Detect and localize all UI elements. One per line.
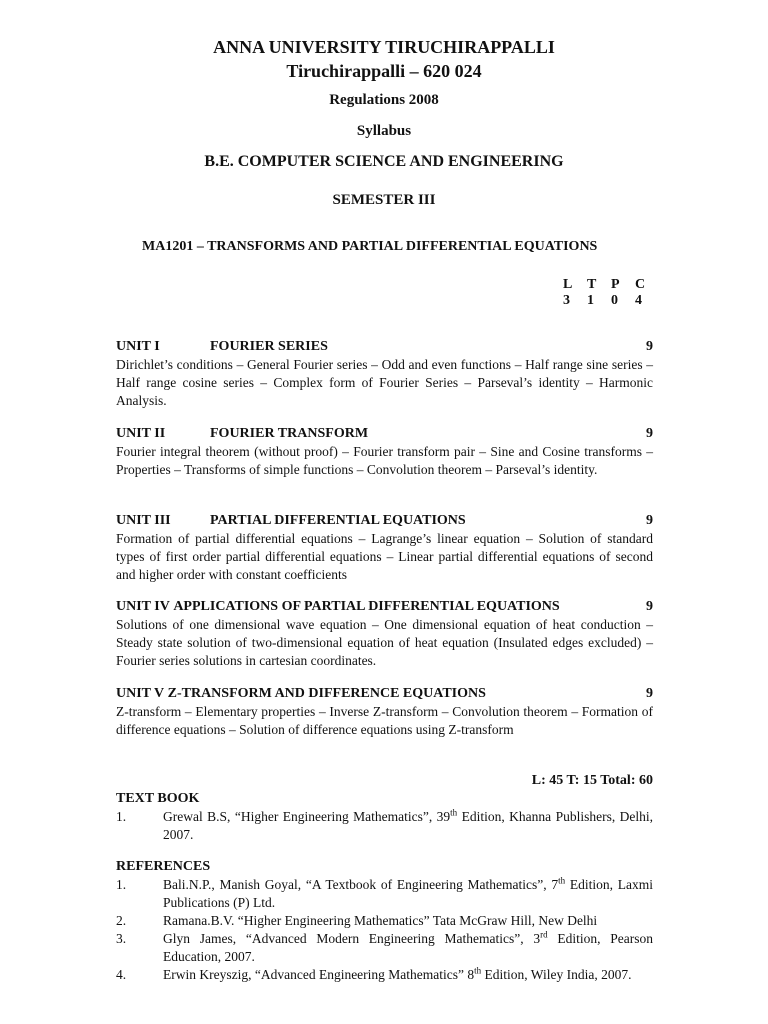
ltpc-label: L bbox=[563, 277, 573, 292]
unit-number: UNIT II bbox=[116, 426, 166, 441]
item-text: Edition, Laxmi Publications (P) Ltd. bbox=[163, 877, 653, 910]
total-hours: L: 45 T: 15 Total: 60 bbox=[531, 773, 653, 788]
item-sup: th bbox=[474, 965, 482, 976]
semester-title: SEMESTER III bbox=[332, 192, 436, 208]
unit-number: UNIT V bbox=[116, 686, 165, 701]
regulations: Regulations 2008 bbox=[329, 92, 439, 108]
ltpc-label: P bbox=[611, 277, 620, 292]
item-text: Glyn James, “Advanced Modern Engineering Mathematics”, 3 bbox=[163, 931, 541, 946]
item-sup: th bbox=[450, 807, 458, 818]
item-number: 1. bbox=[116, 877, 127, 892]
unit-heading bbox=[116, 685, 653, 703]
item-number: 1. bbox=[116, 809, 127, 824]
unit-title: Z-TRANSFORM AND DIFFERENCE EQUATIONS bbox=[167, 686, 486, 701]
unit-content: Formation of partial differential equations – Lagrange’s linear equation – Solution of standard types of first order partial differential equations – Linear partial differential equations of second and higher order with constant coefficients bbox=[116, 531, 653, 582]
unit-title: FOURIER SERIES bbox=[210, 339, 328, 354]
unit-hours: 9 bbox=[646, 426, 653, 441]
unit-hours: 9 bbox=[646, 513, 653, 528]
unit-title: APPLICATIONS OF PARTIAL DIFFERENTIAL EQUATIONS bbox=[173, 599, 560, 614]
item-sup: th bbox=[558, 875, 566, 886]
unit-hours: 9 bbox=[646, 599, 653, 614]
unit-heading bbox=[116, 338, 653, 356]
syllabus-label: Syllabus bbox=[356, 123, 412, 139]
ltpc-label: T bbox=[587, 277, 597, 292]
reference-item bbox=[116, 966, 653, 984]
reference-item bbox=[116, 930, 653, 966]
reference-item bbox=[116, 876, 653, 912]
textbook-section bbox=[116, 790, 653, 844]
ltpc-label: C bbox=[635, 277, 646, 292]
unit-number: UNIT III bbox=[116, 513, 171, 528]
textbook-heading: TEXT BOOK bbox=[116, 791, 200, 806]
university-city: Tiruchirappalli – 620 024 bbox=[286, 61, 482, 81]
unit-content: Solutions of one dimensional wave equation – One dimensional equation of heat conduction – Steady state solution of two-dimensional equation of heat equation (Insulated edges excluded) – Fourier series solutions in cartesian coordinates. bbox=[116, 617, 653, 668]
unit-hours: 9 bbox=[646, 686, 653, 701]
item-text: Erwin Kreyszig, “Advanced Engineering Mathematics” 8 bbox=[163, 967, 475, 982]
item-text: Grewal B.S, “Higher Engineering Mathematics”, 39 bbox=[163, 809, 451, 824]
textbook-item bbox=[116, 808, 653, 844]
reference-item bbox=[116, 912, 653, 930]
item-text: Ramana.B.V. “Higher Engineering Mathematics” Tata McGraw Hill, New Delhi bbox=[163, 913, 598, 928]
item-sup: rd bbox=[540, 929, 548, 940]
ltpc-value: 0 bbox=[611, 293, 618, 308]
unit-heading bbox=[116, 598, 653, 616]
ltpc-value: 3 bbox=[563, 293, 570, 308]
unit-hours: 9 bbox=[646, 339, 653, 354]
unit-block bbox=[116, 685, 653, 739]
unit-block bbox=[116, 512, 653, 584]
item-number: 4. bbox=[116, 967, 127, 982]
unit-title: FOURIER TRANSFORM bbox=[210, 426, 369, 441]
item-text: Bali.N.P., Manish Goyal, “A Textbook of Engineering Mathematics”, 7 bbox=[163, 877, 559, 892]
ltpc-value: 1 bbox=[587, 293, 594, 308]
ltpc-value: 4 bbox=[635, 293, 642, 308]
unit-content: Fourier integral theorem (without proof) – Fourier transform pair – Sine and Cosine transforms – Properties – Transforms of simple functions – Convolution theorem – Parseval’s identity. bbox=[116, 444, 653, 477]
unit-content: Dirichlet’s conditions – General Fourier series – Odd and even functions – Half range sine series – Half range cosine series – Complex form of Fourier Series – Parseval’s identity – Harmonic Analysis. bbox=[116, 357, 653, 408]
unit-block bbox=[116, 598, 653, 670]
course-title: MA1201 – TRANSFORMS AND PARTIAL DIFFERENTIAL EQUATIONS bbox=[142, 239, 598, 254]
unit-heading bbox=[116, 425, 653, 443]
item-text: Edition, Khanna Publishers, Delhi, 2007. bbox=[163, 809, 653, 842]
university-name: ANNA UNIVERSITY TIRUCHIRAPPALLI bbox=[213, 37, 555, 57]
unit-block bbox=[116, 425, 653, 479]
item-text: Edition, Pearson Education, 2007. bbox=[163, 931, 653, 964]
unit-content: Z-transform – Elementary properties – Inverse Z-transform – Convolution theorem – Formation of difference equations – Solution of difference equations using Z-transform bbox=[116, 704, 653, 737]
unit-number: UNIT I bbox=[116, 339, 160, 354]
references-section bbox=[116, 858, 653, 984]
ltpc-table bbox=[563, 277, 659, 309]
item-text: Edition, Wiley India, 2007. bbox=[481, 967, 632, 982]
references-heading: REFERENCES bbox=[116, 859, 211, 874]
item-number: 3. bbox=[116, 931, 127, 946]
unit-heading bbox=[116, 512, 653, 530]
item-number: 2. bbox=[116, 913, 127, 928]
unit-block bbox=[116, 338, 653, 410]
unit-number: UNIT IV bbox=[116, 599, 170, 614]
programme-title: B.E. COMPUTER SCIENCE AND ENGINEERING bbox=[204, 153, 564, 170]
unit-title: PARTIAL DIFFERENTIAL EQUATIONS bbox=[210, 513, 466, 528]
